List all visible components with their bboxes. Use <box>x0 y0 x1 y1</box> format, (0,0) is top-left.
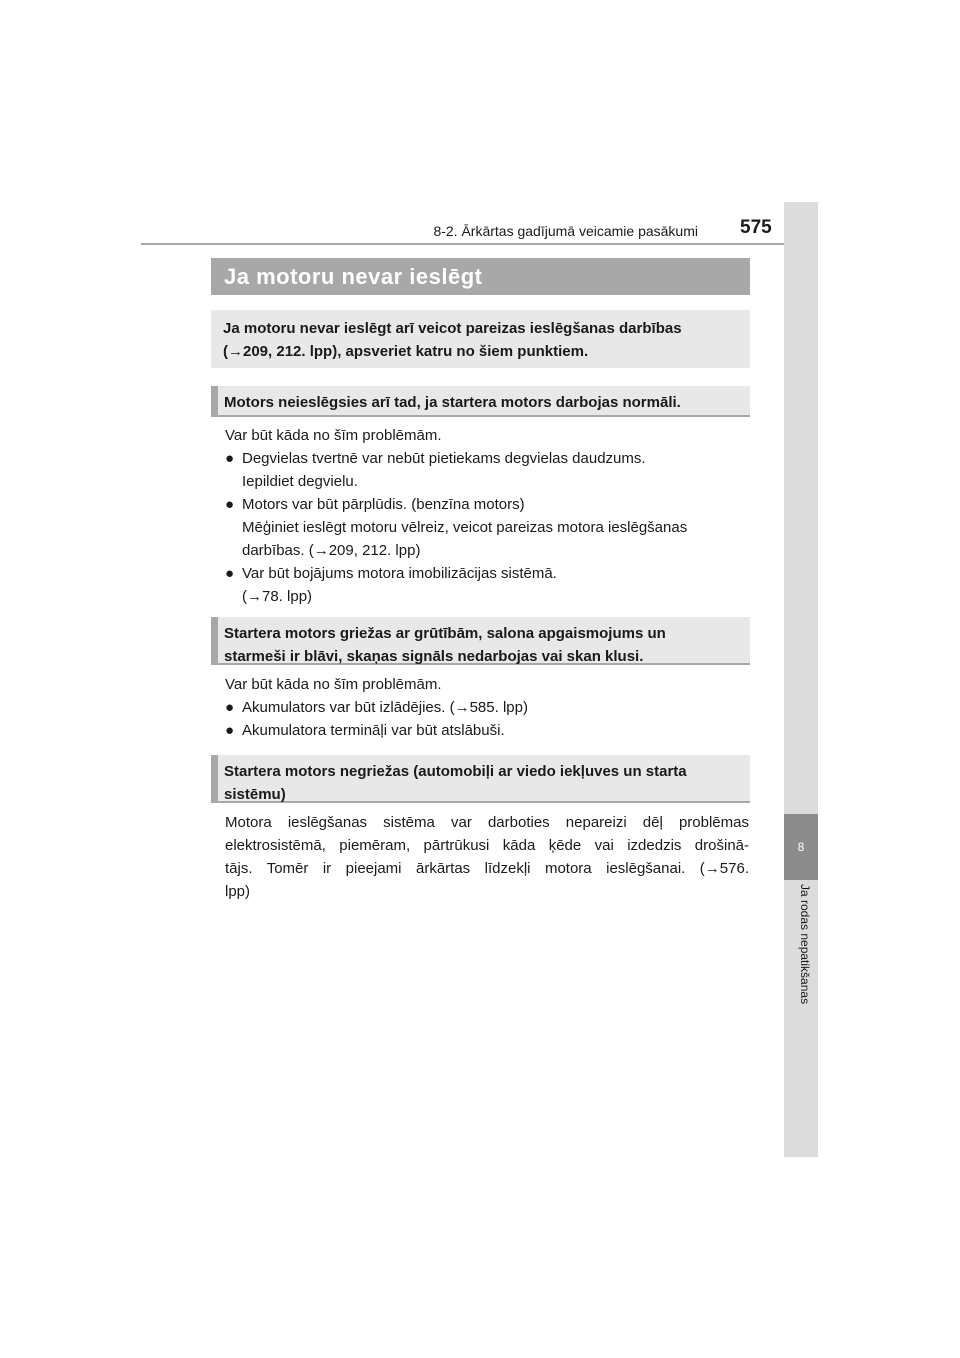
body-line: lpp) <box>225 883 251 900</box>
page-number: 575 <box>740 217 772 238</box>
intro-line: (→209, 212. lpp), apsveriet katru no šiem punktiem. <box>223 343 589 360</box>
list-item-line: (→78. lpp) <box>242 588 313 605</box>
section-heading-text: starmeši ir blāvi, skaņas signāls nedarbojas vai skan klusi. <box>224 648 644 665</box>
section-heading <box>211 755 750 803</box>
body-line: elektrosistēmā, piemēram, pārtrūkusi kāda ķēde vai izdedzis drošinā- <box>225 837 749 854</box>
intro-box <box>211 310 750 368</box>
body-line: tājs. Tomēr ir pieejami ārkārtas līdzekļi motora ieslēgšanai. (→576. <box>225 860 749 877</box>
section-body <box>225 811 749 903</box>
section-heading-text: Startera motors negriežas (automobiļi ar viedo iekļuves un starta <box>224 763 687 780</box>
list-item <box>225 719 749 742</box>
section-heading-text: sistēmu) <box>224 786 286 803</box>
side-tab-chapter-label: Ja rodas nepatikšanas <box>798 884 812 1005</box>
running-header-section: 8-2. Ārkārtas gadījumā veicamie pasākumi <box>433 223 698 239</box>
list-item-line: Mēģiniet ieslēgt motoru vēlreiz, veicot pareizas motora ieslēgšanas <box>242 519 688 536</box>
list-item-line: Degvielas tvertnē var nebūt pietiekams degvielas daudzums. <box>242 450 646 467</box>
list-item-line: Akumulators var būt izlādējies. (→585. lpp) <box>242 699 528 716</box>
bullet-icon: ● <box>225 565 235 582</box>
bullet-icon: ● <box>225 699 235 716</box>
list-item-line: Iepildiet degvielu. <box>242 473 358 490</box>
section-heading-text: Startera motors griežas ar grūtībām, salona apgaismojums un <box>224 625 666 642</box>
list-item <box>225 562 749 608</box>
bullet-icon: ● <box>225 722 235 739</box>
list-item-line: Akumulatora termināļi var būt atslābuši. <box>242 722 505 739</box>
list-item <box>225 696 749 719</box>
section-heading <box>211 386 750 417</box>
bullet-icon: ● <box>225 496 235 513</box>
list-item <box>225 493 749 562</box>
list-item-line: Motors var būt pārplūdis. (benzīna motors) <box>242 496 525 513</box>
header-divider <box>141 243 817 245</box>
list-item <box>225 447 749 493</box>
section-heading-text: Motors neieslēgsies arī tad, ja startera motors darbojas normāli. <box>224 394 681 411</box>
section-intro: Var būt kāda no šīm problēmām. <box>225 676 442 693</box>
list-item-line: darbības. (→209, 212. lpp) <box>242 542 421 559</box>
bullet-icon: ● <box>225 450 235 467</box>
body-line: Motora ieslēgšanas sistēma var darboties nepareizi dēļ problēmas <box>225 814 749 831</box>
intro-line: Ja motoru nevar ieslēgt arī veicot pareizas ieslēgšanas darbības <box>223 320 682 337</box>
side-tab-chapter-number: 8 <box>784 814 818 880</box>
page-title: Ja motoru nevar ieslēgt <box>211 258 750 295</box>
list-item-line: Var būt bojājums motora imobilizācijas sistēmā. <box>242 565 557 582</box>
section-heading <box>211 617 750 665</box>
section-intro: Var būt kāda no šīm problēmām. <box>225 427 442 444</box>
